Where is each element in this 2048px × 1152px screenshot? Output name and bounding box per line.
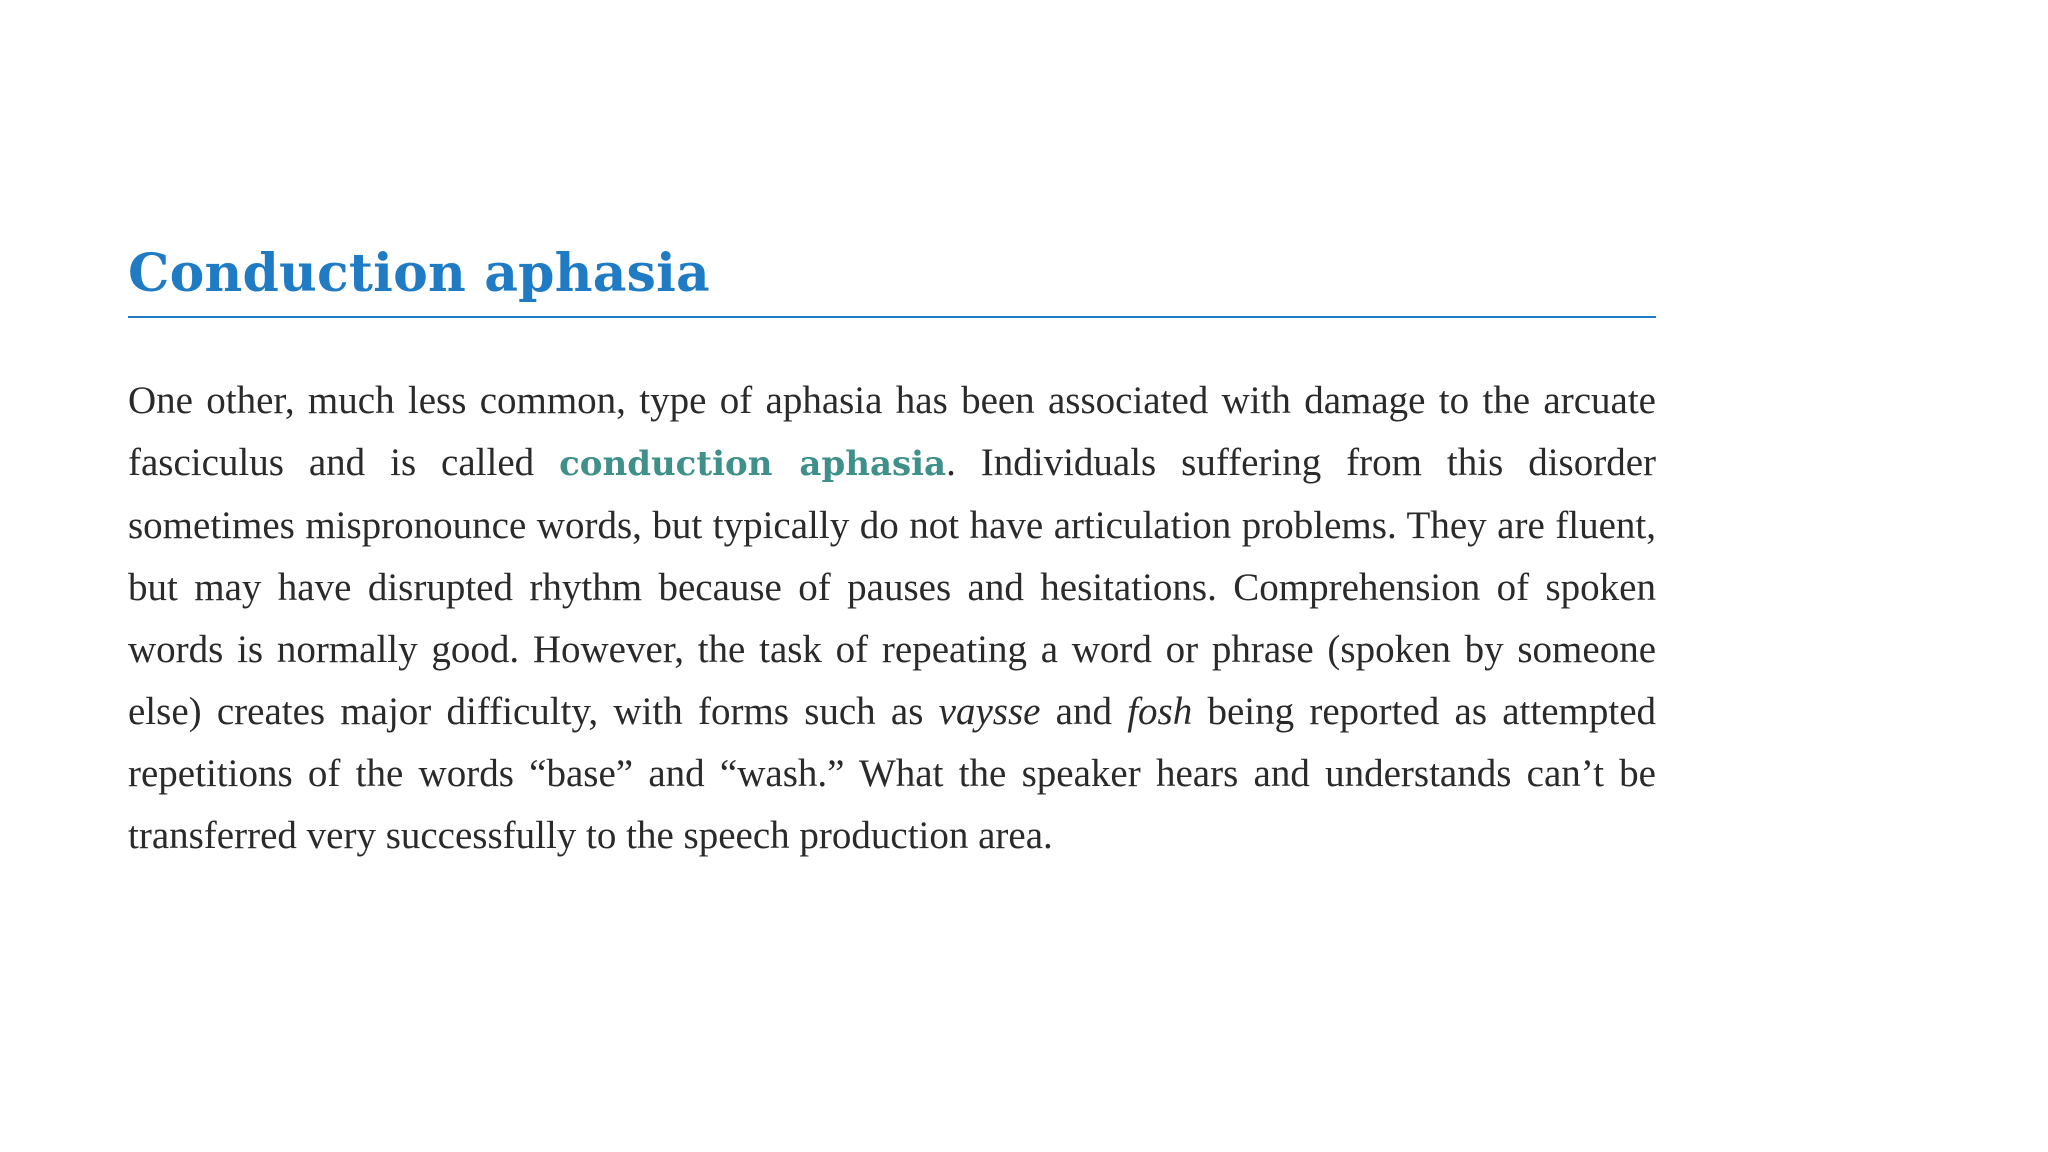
paragraph-text-1: One other, much less common, type of aphasia has been associated with damage to the arcuate fasciculus and is called [128, 379, 1656, 484]
example-word-fosh: fosh [1127, 690, 1193, 733]
key-term: conduction aphasia [559, 444, 947, 484]
paragraph-text-3: and [1040, 690, 1128, 733]
section-conduction-aphasia [128, 236, 1656, 867]
section-heading: Conduction aphasia [128, 243, 710, 304]
paragraph-text-4: being reported as attempted repetitions of the words “base” and “wash.” What the speaker hears and understands can’t be transferred very successfully to the speech production area. [128, 690, 1657, 857]
body-paragraph [128, 370, 1656, 867]
example-word-vaysse: vaysse [938, 690, 1041, 733]
paragraph-text-2: . Individuals suffering from this disorder sometimes mispronounce words, but typically do not have articulation problems. They are fluent, but may have disrupted rhythm because of pauses and hesitations. Comprehension of spoken words is normally good. However, the task of repeating a word or phrase (spoken by someone else) creates major difficulty, with forms such as [128, 441, 1656, 733]
heading-underline-rule [128, 316, 1656, 318]
